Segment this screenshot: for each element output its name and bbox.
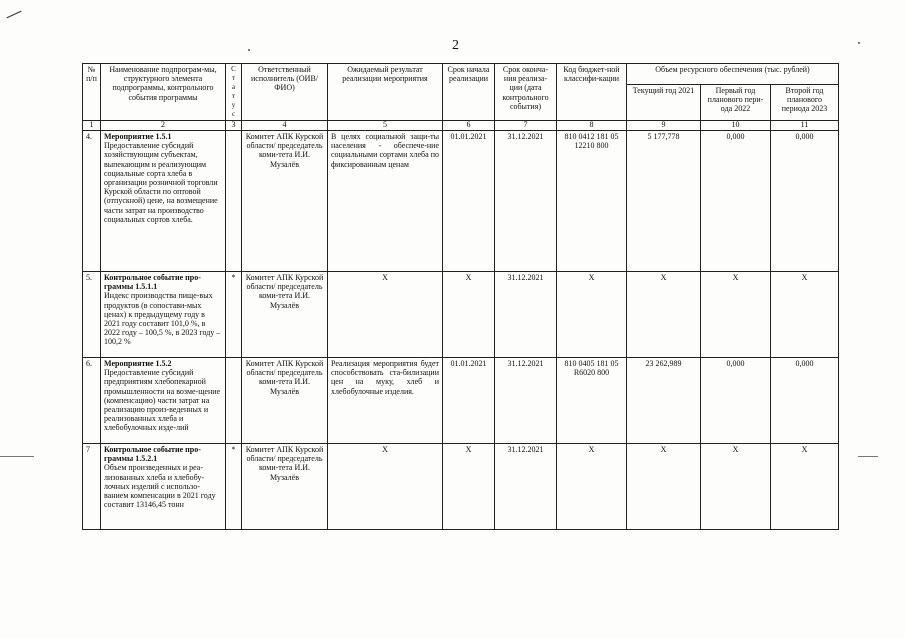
row-title: Контрольное событие про-граммы 1.5.2.1 <box>104 445 201 464</box>
row-start: 01.01.2021 <box>443 131 495 272</box>
col-number: 10 <box>701 121 771 131</box>
row-desc: Предоставление субсидий предприятиям хлебопекарной промышленности на возме-щение (компенсацию) части затрат на реализацию произ-веденных и реализованных хлеба и хлебобулочных изде-лий <box>104 368 221 433</box>
table-row <box>83 358 839 444</box>
col-number: 7 <box>495 121 557 131</box>
row-result: Х <box>328 444 443 530</box>
row-executor: Комитет АПК Курской области/ председатель коми-тета И.И. Музалёв <box>242 444 328 530</box>
row-2023: 0,000 <box>771 131 839 272</box>
row-2023: Х <box>771 272 839 358</box>
header-status: С т а т у с <box>226 64 242 121</box>
col-number: 5 <box>328 121 443 131</box>
header-num: № п/п <box>83 64 101 121</box>
row-2022: Х <box>701 272 771 358</box>
row-num: 4. <box>83 131 101 272</box>
col-number: 2 <box>101 121 226 131</box>
col-number: 4 <box>242 121 328 131</box>
scan-mark <box>7 11 22 19</box>
header-2021: Текущий год 2021 <box>627 85 701 121</box>
row-code: 810 0405 181 05 R6020 800 <box>557 358 627 444</box>
header-name: Наименование подпрограм-мы, структурного элемента подпрограммы, контрольного события программы <box>101 64 226 121</box>
row-name-cell <box>101 131 226 272</box>
header-start: Срок начала реализации <box>443 64 495 121</box>
row-result: Х <box>328 272 443 358</box>
row-code: Х <box>557 272 627 358</box>
row-status <box>226 358 242 444</box>
header-resources: Объем ресурсного обеспечения (тыс. рублей) <box>627 64 839 85</box>
page-number: 2 <box>452 38 459 53</box>
scan-mark <box>248 49 250 51</box>
row-result: В целях социальной защи-ты населения - обеспече-ние социальными сортами хлеба по фиксированным ценам <box>328 131 443 272</box>
row-desc: Объем произведенных и реа-лизованных хлеба и хлебобу-лочных изделий с использо-ванием компенсации в 2021 году составит 13146,45 тонн <box>104 463 216 510</box>
row-code: 810 0412 181 05 12210 800 <box>557 131 627 272</box>
row-status <box>226 131 242 272</box>
row-status: * <box>226 444 242 530</box>
col-number: 6 <box>443 121 495 131</box>
col-number: 1 <box>83 121 101 131</box>
header-code: Код бюджет-ной классифи-кации <box>557 64 627 121</box>
row-2022: 0,000 <box>701 358 771 444</box>
row-end: 31.12.2021 <box>495 131 557 272</box>
row-executor: Комитет АПК Курской области/ председатель коми-тета И.И. Музалёв <box>242 358 328 444</box>
row-desc: Индекс производства пище-вых продуктов (в сопостави-мых ценах) к предыдущему году в 2021 году составит 101,0 %, в 2022 году – 100,5 %, в 2023 году – 100,2 % <box>104 291 221 347</box>
row-2022: 0,000 <box>701 131 771 272</box>
col-number: 8 <box>557 121 627 131</box>
program-table <box>82 63 839 530</box>
row-start: 01.01.2021 <box>443 358 495 444</box>
row-2023: 0,000 <box>771 358 839 444</box>
column-numbers-row <box>83 121 839 131</box>
row-desc: Предоставление субсидий хозяйствующим субъектам, выпекающим и реализующим социальные сорта хлеба в организации розничной торговли Курской области по оптовой (отпускной) цене, на возмещение части затрат на производство социальных сортов хлеба. <box>104 141 218 224</box>
scan-mark <box>0 456 34 457</box>
row-num: 7 <box>83 444 101 530</box>
row-num: 5. <box>83 272 101 358</box>
header-row <box>83 64 839 85</box>
scan-mark <box>858 42 860 44</box>
table-row <box>83 272 839 358</box>
row-2021: 23 262,989 <box>627 358 701 444</box>
header-end: Срок оконча-ния реализа-ции (дата контрольного события) <box>495 64 557 121</box>
row-num: 6. <box>83 358 101 444</box>
row-2021: 5 177,778 <box>627 131 701 272</box>
header-result: Ожидаемый результат реализации мероприятия <box>328 64 443 121</box>
row-executor: Комитет АПК Курской области/ председатель коми-тета И.И. Музалёв <box>242 131 328 272</box>
row-name-cell <box>101 358 226 444</box>
table-row <box>83 444 839 530</box>
col-number: 9 <box>627 121 701 131</box>
row-title: Мероприятие 1.5.2 <box>104 359 172 368</box>
col-number: 3 <box>226 121 242 131</box>
row-code: Х <box>557 444 627 530</box>
row-status: * <box>226 272 242 358</box>
row-end: 31.12.2021 <box>495 358 557 444</box>
row-title: Мероприятие 1.5.1 <box>104 132 172 141</box>
header-2022: Первый год планового пери-ода 2022 <box>701 85 771 121</box>
row-executor: Комитет АПК Курской области/ председатель коми-тета И.И. Музалёв <box>242 272 328 358</box>
row-name-cell <box>101 272 226 358</box>
row-start: Х <box>443 444 495 530</box>
row-2021: Х <box>627 272 701 358</box>
col-number: 11 <box>771 121 839 131</box>
row-result: Реализация мероприятия будет способствовать ста-билизации цен на муку, хлеб и хлебобулочные изделия. <box>328 358 443 444</box>
row-2021: Х <box>627 444 701 530</box>
table-row <box>83 131 839 272</box>
row-end: 31.12.2021 <box>495 444 557 530</box>
row-title: Контрольное событие про-граммы 1.5.1.1 <box>104 273 201 292</box>
row-2023: Х <box>771 444 839 530</box>
row-2022: Х <box>701 444 771 530</box>
header-executor: Ответственный исполнитель (ОИВ/ФИО) <box>242 64 328 121</box>
header-2023: Второй год планового периода 2023 <box>771 85 839 121</box>
row-start: Х <box>443 272 495 358</box>
scan-mark <box>858 456 878 457</box>
row-name-cell <box>101 444 226 530</box>
row-end: 31.12.2021 <box>495 272 557 358</box>
